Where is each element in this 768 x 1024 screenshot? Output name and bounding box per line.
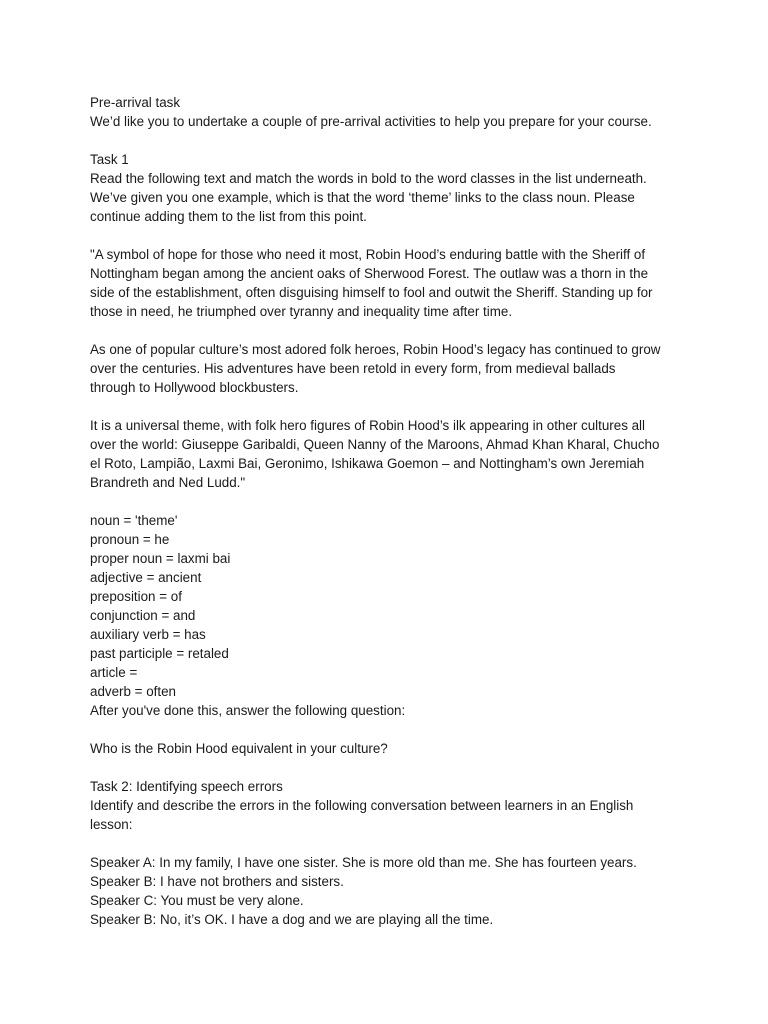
spacer xyxy=(90,758,690,777)
passage-line: those in need, he triumphed over tyranny and inequality time after time. xyxy=(90,304,513,319)
spacer xyxy=(90,131,690,150)
dialogue-line: Speaker A: In my family, I have one sister. She is more old than me. She has fourteen years. xyxy=(90,855,637,870)
spacer xyxy=(90,397,690,416)
passage-line: over the world: Giuseppe Garibaldi, Queen Nanny of the Maroons, Ahmad Khan Kharal, Chucho xyxy=(90,437,660,452)
dialogue-line: Speaker C: You must be very alone. xyxy=(90,893,304,908)
task2-heading: Task 2: Identifying speech errors xyxy=(90,779,283,794)
spacer xyxy=(90,321,690,340)
document-title: Pre-arrival task xyxy=(90,95,181,110)
word-class-item: preposition = of xyxy=(90,589,182,604)
dialogue-line: Speaker B: I have not brothers and sisters. xyxy=(90,874,344,889)
passage-line: Brandreth and Ned Ludd." xyxy=(90,475,246,490)
task1-instruction-line: continue adding them to the list from this point. xyxy=(90,209,367,224)
culture-question: Who is the Robin Hood equivalent in your culture? xyxy=(90,741,388,756)
word-class-item: adverb = often xyxy=(90,684,176,699)
intro-text: We’d like you to undertake a couple of pre-arrival activities to help you prepare for your course. xyxy=(90,114,652,129)
passage-line: Nottingham began among the ancient oaks of Sherwood Forest. The outlaw was a thorn in the xyxy=(90,266,649,281)
spacer xyxy=(90,720,690,739)
word-class-item: noun = 'theme' xyxy=(90,513,178,528)
follow-up-text: After you've done this, answer the following question: xyxy=(90,703,406,718)
word-class-item: past participle = retaled xyxy=(90,646,229,661)
task2-instruction-line: Identify and describe the errors in the following conversation between learners in an English xyxy=(90,798,634,813)
word-class-item: auxiliary verb = has xyxy=(90,627,206,642)
passage-line: It is a universal theme, with folk hero figures of Robin Hood’s ilk appearing in other cultures all xyxy=(90,418,646,433)
task1-heading: Task 1 xyxy=(90,152,129,167)
passage-line: As one of popular culture’s most adored folk heroes, Robin Hood’s legacy has continued to grow xyxy=(90,342,661,357)
word-class-item: proper noun = laxmi bai xyxy=(90,551,231,566)
passage-line: side of the establishment, often disguising himself to fool and outwit the Sheriff. Standing up for xyxy=(90,285,653,300)
word-class-item: adjective = ancient xyxy=(90,570,202,585)
task2-instruction-line: lesson: xyxy=(90,817,133,832)
dialogue-line: Speaker B: No, it’s OK. I have a dog and we are playing all the time. xyxy=(90,912,494,927)
word-class-item: conjunction = and xyxy=(90,608,196,623)
spacer xyxy=(90,834,690,853)
spacer xyxy=(90,226,690,245)
document-page xyxy=(90,93,690,929)
spacer xyxy=(90,492,690,511)
task1-instruction-line: We’ve given you one example, which is that the word ‘theme’ links to the class noun. Please xyxy=(90,190,635,205)
task1-instruction-line: Read the following text and match the words in bold to the word classes in the list underneath. xyxy=(90,171,647,186)
passage-line: through to Hollywood blockbusters. xyxy=(90,380,299,395)
passage-line: over the centuries. His adventures have been retold in every form, from medieval ballads xyxy=(90,361,616,376)
word-class-item: article = xyxy=(90,665,138,680)
word-class-item: pronoun = he xyxy=(90,532,170,547)
passage-line: "A symbol of hope for those who need it most, Robin Hood’s enduring battle with the Sheriff of xyxy=(90,247,646,262)
passage-line: el Roto, Lampião, Laxmi Bai, Geronimo, Ishikawa Goemon – and Nottingham’s own Jeremiah xyxy=(90,456,645,471)
